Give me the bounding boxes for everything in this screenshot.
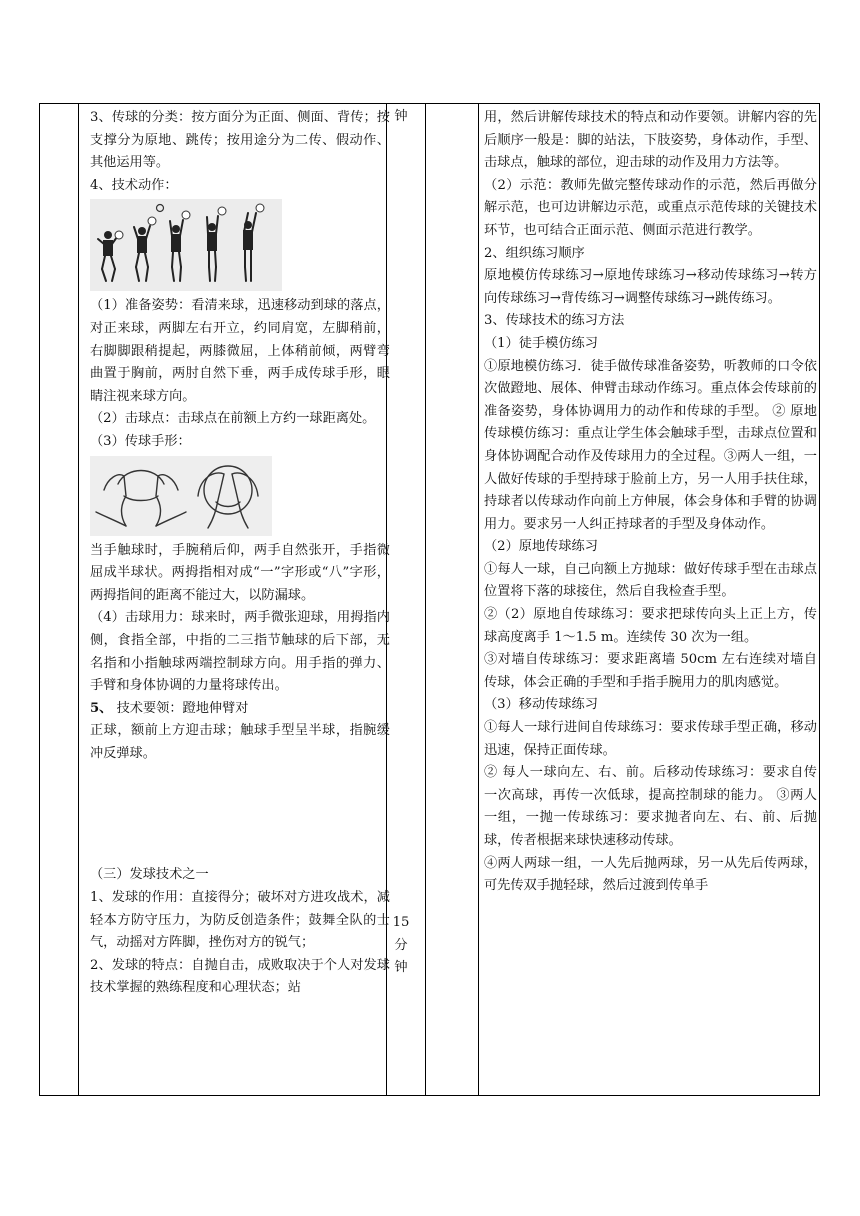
text-line: 正球，额前上方迎击球；触球手型呈半球，指腕缓冲反弹球。 <box>90 723 390 761</box>
text-line: 4、技术动作： <box>90 177 178 193</box>
text-line: （2）示范：教师先做完整传球动作的示范，然后再做分解示范，也可边讲解边示范，或重点示范传球的关键技术环节，也可结合正面示范、侧面示范进行教学。 <box>484 177 817 238</box>
text-line: （2）原地传球练习 <box>484 539 598 555</box>
time-unit: 钟 <box>394 960 408 976</box>
text-line <box>90 698 390 721</box>
time-unit: 分 <box>394 937 408 953</box>
text-line: 原地模仿传球练习→原地传球练习→移动传球练习→转方向传球练习→背传练习→调整传球练习→跳传练习。 <box>484 268 817 306</box>
hand-shape-illustration <box>90 456 272 536</box>
text-line: （3）移动传球练习 <box>484 697 598 713</box>
column-divider <box>425 104 426 1095</box>
text-line: 用，然后讲解传球技术的特点和动作要领。讲解内容的先后顺序一般是：脚的站法，下肢姿势，身体动作，手型、击球点，触球的部位，迎击球的动作及用力方法等。 <box>484 110 817 171</box>
method-cell <box>480 104 821 898</box>
spacer <box>90 765 390 864</box>
time-unit: 钟 <box>394 109 408 124</box>
text-line: （三）发球技术之一 <box>90 867 209 883</box>
text-line-bold: 5、 <box>90 700 113 716</box>
text-line: （1）准备姿势：看清来球，迅速移动到球的落点，对正来球，两脚左右开立，约同肩宽，左脚稍前，右脚脚跟稍提起，两膝微屈，上体稍前倾，两臂弯曲置于胸前，两肘自然下垂，两手成传球手形，眼睛注视来球方向。 <box>90 298 390 404</box>
text-line: ①每人一球，自己向额上方抛球：做好传球手型在击球点位置将下落的球接住，然后自我检查手型。 <box>484 561 817 600</box>
time-duration <box>388 912 414 980</box>
text-line: ② 每人一球向左、右、前。后移动传球练习：要求自传一次高球，再传一次低球，提高控制球的能力。 ③两人一组，一抛一传球练习：要求抛者向左、右、前、后抛球，传者根据来球快速移动传球。 <box>484 765 817 848</box>
text-line: ③对墙自传球练习：要求距离墙 50cm 左右连续对墙自传球，体会正确的手型和手指手腕用力的肌肉感觉。 <box>484 652 817 690</box>
text-line: ④两人两球一组，一人先后抛两球，另一从先后传两球，可先传双手抛轻球，然后过渡到传单手 <box>484 855 817 894</box>
content-cell <box>86 104 394 1000</box>
text-line: 2、组织练习顺序 <box>484 245 585 261</box>
text-line: 当手触球时，手腕稍后仰，两手自然张开，手指微屈成半球状。两拇指相对成“一”字形或“八”字形，两拇指间的距离不能过大，以防漏球。 <box>90 542 390 603</box>
text-line: ①原地模仿练习．徒手做传球准备姿势，听教师的口令依次做蹬地、展体、伸臂击球动作练习。重点体会传球前的准备姿势，身体协调用力的动作和传球的手型。 ② 原地传球模仿练习：重点让学生体会触球手型，击球点位置和身体协调配合动作及传球用力的全过程。③两人一组，一人做好传球的手型持球于脸前上方，另一人用手扶住球，持球者以传球动作向前上方伸展，体会身体和手臂的协调用力。要求另一人纠正持球者的手型及身体动作。 <box>484 358 817 532</box>
text-line: 3、传球的分类：按方面分为正面、侧面、背传；按支撑分为原地、跳传；按用途分为二传、假动作、其他运用等。 <box>90 110 390 171</box>
text-line: （3）传球手形： <box>90 433 191 449</box>
text-line: （4）击球用力：球来时，两手微张迎球，用拇指内侧，食指全部，中指的二三指节触球的后下部，无名指和小指触球两端控制球方向。用手指的弹力、手臂和身体协调的力量将球传出。 <box>90 610 390 694</box>
text-line: 2、发球的特点：自抛自击，成败取决于个人对发球技术掌握的熟练程度和心理状态；站 <box>90 957 390 996</box>
time-number: 15 <box>392 915 410 930</box>
text-line: （1）徒手模仿练习 <box>484 335 598 351</box>
lesson-table <box>39 103 820 1096</box>
column-divider <box>478 104 479 1095</box>
text-line: ②（2）原地自传球练习：要求把球传向头上正上方，传球高度离手 1～1.5 m。连续传 30 次为一组。 <box>484 607 817 645</box>
text-line: 1、发球的作用：直接得分；破坏对方进攻战术，减轻本方防守压力，为防反创造条件；鼓舞全队的士气，动摇对方阵脚，挫伤对方的锐气； <box>90 890 390 951</box>
time-cell <box>388 104 414 1094</box>
text-line-rest: 技术要领：蹬地伸臂对 <box>112 700 249 716</box>
text-line: ①每人一球行进间自传球练习：要求传球手型正确，移动迅速，保持正面传球。 <box>484 720 817 758</box>
column-divider <box>78 104 79 1095</box>
text-line: 3、传球技术的练习方法 <box>484 313 625 329</box>
passing-sequence-illustration <box>90 199 282 291</box>
text-line: （2）击球点：击球点在前额上方约一球距离处。 <box>90 411 376 427</box>
